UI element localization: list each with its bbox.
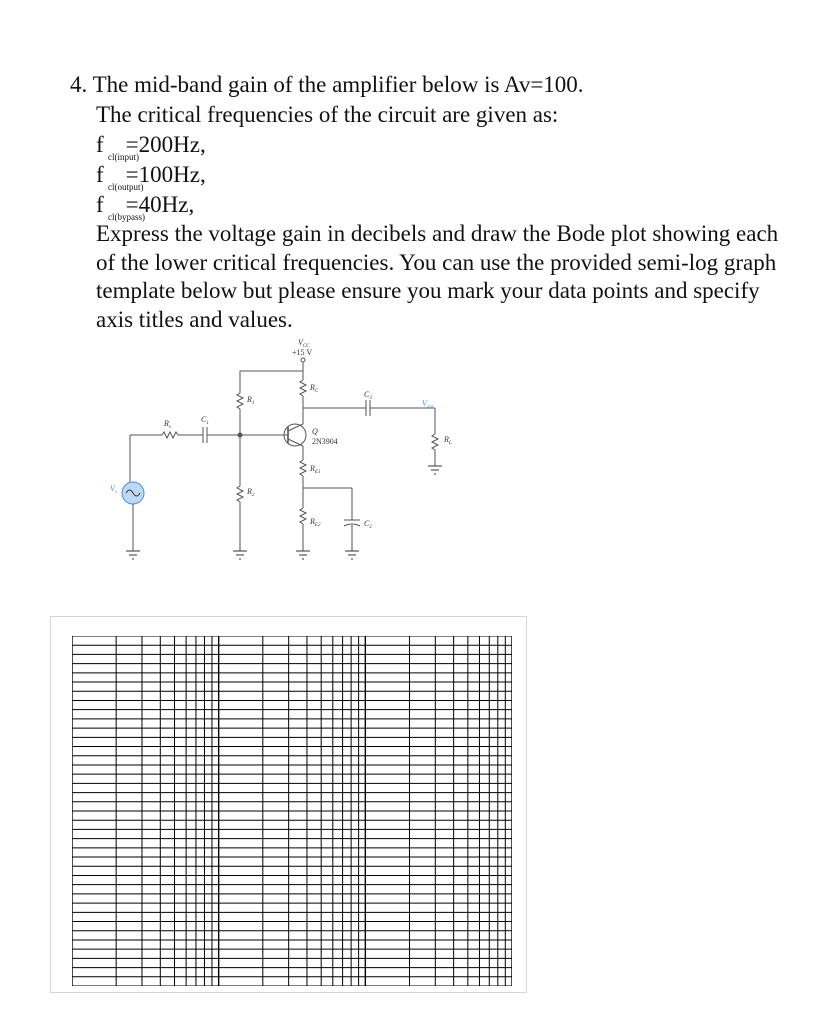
- freq-input: [70, 130, 790, 160]
- freq-symbol: f: [96, 132, 104, 157]
- ground-symbols: [126, 466, 442, 559]
- r2-resistor: [237, 486, 243, 502]
- svg-text:RC: $R_C$: [310, 383, 319, 394]
- re2-resistor: [300, 508, 306, 524]
- svg-text:C2: $C_2$: [364, 519, 372, 530]
- svg-text:R1: $R_1$: [247, 395, 255, 406]
- svg-text:RE1: $R_{E1}$: [310, 464, 321, 475]
- svg-text:Vs: $V_s$: [110, 484, 117, 495]
- freq-value: =40Hz,: [125, 192, 195, 217]
- svg-text:Rs: $R_s$: [164, 419, 171, 430]
- svg-text:C1: $C_1$: [201, 415, 209, 426]
- freq-symbol: f: [96, 192, 104, 217]
- rl-resistor: [432, 434, 438, 450]
- freq-value: =200Hz,: [125, 132, 206, 157]
- vcc-label: $V_{CC}$: [298, 338, 310, 349]
- question-line-1: 4. The mid-band gain of the amplifier below is Av=100.: [70, 72, 584, 97]
- freq-value: =100Hz,: [125, 162, 206, 187]
- question-block: [70, 70, 790, 334]
- question-line-2: The critical frequencies of the circuit are given as:: [96, 102, 559, 127]
- instruction-text: Express the voltage gain in decibels and draw the Bode plot showing each of the lower critical frequencies. You can use the provided semi-log graph template below but please ensure you mark your data points and specify axis titles and values.: [96, 221, 779, 332]
- q-label: Q: [312, 427, 318, 436]
- svg-text:RE2: $R_{E2}$: [310, 517, 321, 528]
- vout-label: $V_{out}$: [422, 399, 434, 410]
- freq-output: [70, 160, 790, 190]
- svg-text:RL: $R_L$: [444, 435, 452, 446]
- top-rail: [240, 362, 303, 393]
- freq-bypass: [70, 190, 790, 220]
- r1-resistor: [237, 393, 243, 409]
- re1-resistor: [300, 460, 306, 476]
- freq-subscript: cl(input): [108, 152, 139, 162]
- vcc-value: +15 V: [292, 348, 313, 357]
- vcc-terminal: [301, 358, 305, 362]
- semilog-graph-template: [72, 636, 512, 986]
- amplifier-circuit: [100, 336, 500, 576]
- freq-subscript: cl(output): [108, 182, 144, 192]
- rc-resistor: [300, 380, 306, 396]
- transistor-model: 2N3904: [312, 437, 338, 446]
- freq-symbol: f: [96, 162, 104, 187]
- rs-resistor: [162, 432, 178, 438]
- svg-text:C3: $C_3$: [364, 390, 372, 401]
- freq-subscript: cl(bypass): [108, 212, 145, 222]
- svg-text:R2: $R_2$: [247, 487, 255, 498]
